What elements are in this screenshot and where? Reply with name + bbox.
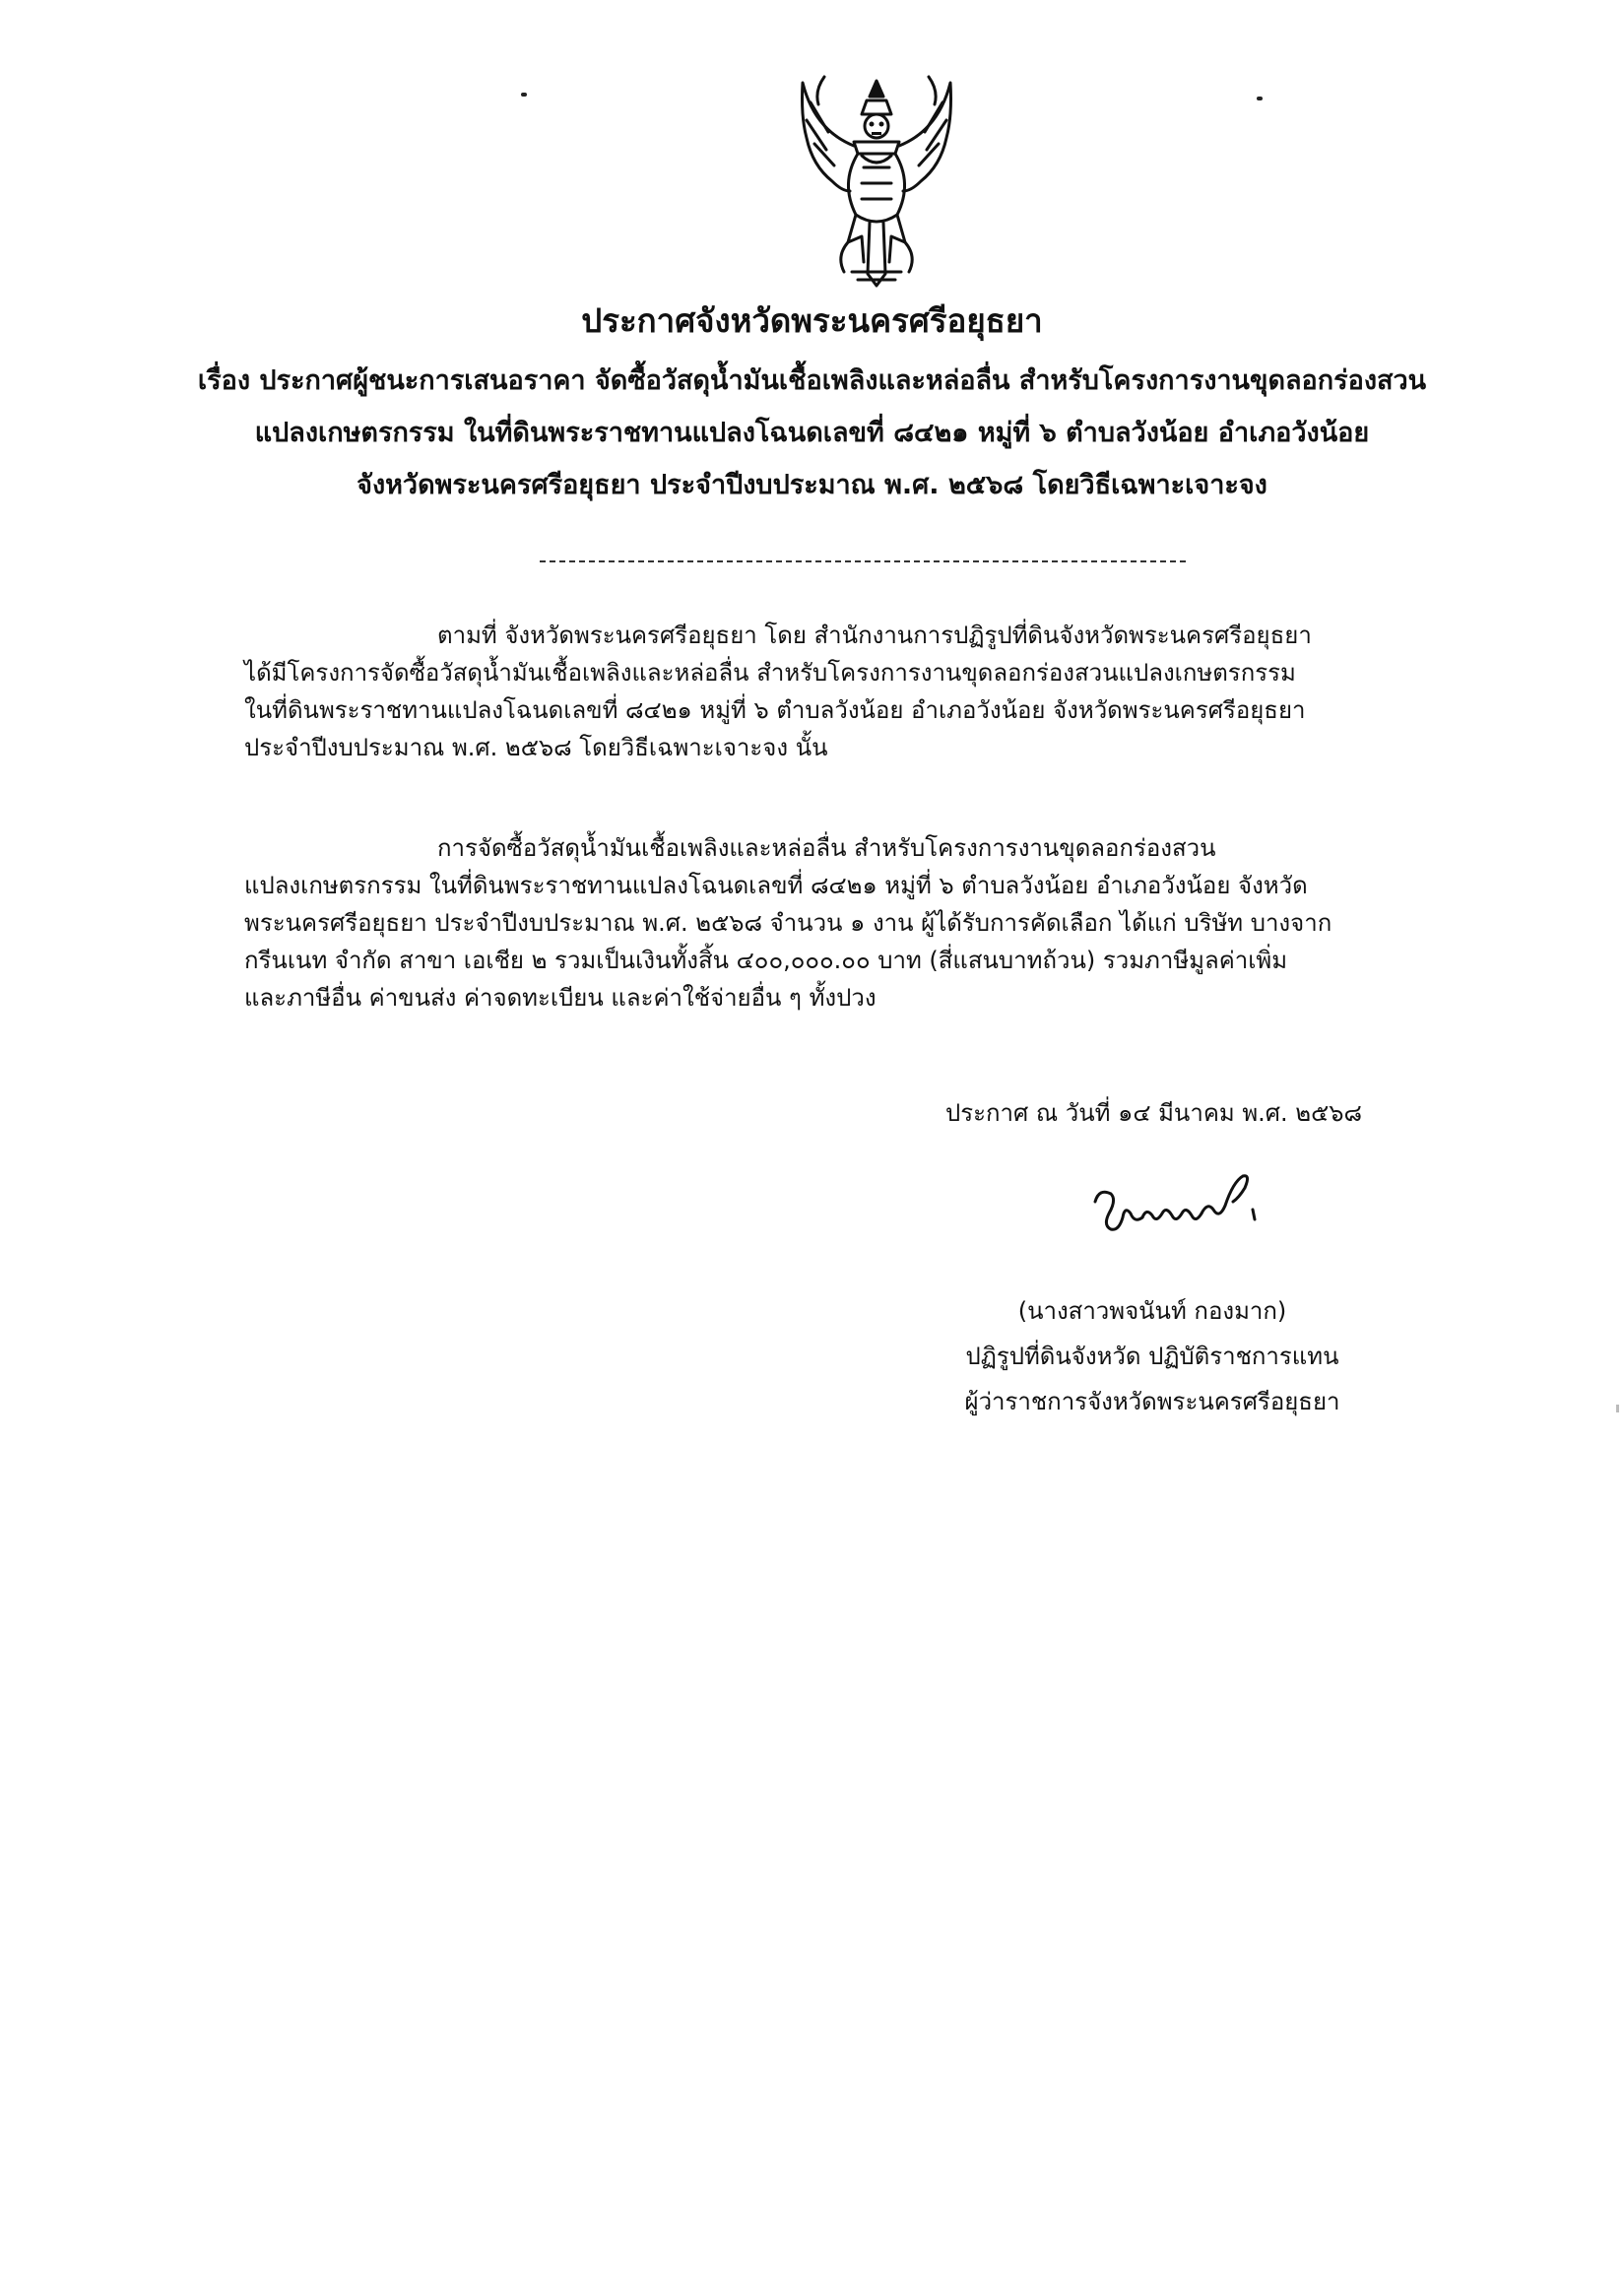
paragraph-line: ตามที่ จังหวัดพระนครศรีอยุธยา โดย สำนักงานการปฏิรูปที่ดินจังหวัดพระนครศรีอยุธยา — [437, 622, 1312, 649]
signer-position: ผู้ว่าราชการจังหวัดพระนครศรีอยุธยา — [964, 1388, 1340, 1415]
signer-position: ปฏิรูปที่ดินจังหวัด ปฏิบัติราชการแทน — [965, 1343, 1339, 1370]
subject-line: จังหวัดพระนครศรีอยุธยา ประจำปีงบประมาณ พ.ศ. ๒๕๖๘ โดยวิธีเฉพาะเจาะจง — [357, 470, 1267, 500]
section-divider — [540, 560, 1186, 562]
signer-name: (นางสาวพจนันท์ กองมาก) — [1017, 1297, 1287, 1325]
subject-block — [197, 355, 1427, 511]
garuda-emblem — [793, 75, 960, 292]
subject-line: แปลงเกษตรกรรม ในที่ดินพระราชทานแปลงโฉนดเลขที่ ๘๔๒๑ หมู่ที่ ๖ ตำบลวังน้อย อำเภอวังน้อย — [254, 418, 1370, 448]
signer-block — [867, 1288, 1438, 1424]
paragraph-line: แปลงเกษตรกรรม ในที่ดินพระราชทานแปลงโฉนดเลขที่ ๘๔๒๑ หมู่ที่ ๖ ตำบลวังน้อย อำเภอวังน้อย จังหวัด — [244, 872, 1308, 899]
paragraph-line: ในที่ดินพระราชทานแปลงโฉนดเลขที่ ๘๔๒๑ หมู่ที่ ๖ ตำบลวังน้อย อำเภอวังน้อย จังหวัดพระนครศรีอยุธยา — [244, 696, 1306, 724]
scan-edge-mark — [1616, 1405, 1619, 1412]
handwritten-signature — [1089, 1162, 1267, 1247]
paragraph-line: ประจำปีงบประมาณ พ.ศ. ๒๕๖๘ โดยวิธีเฉพาะเจาะจง นั้น — [244, 734, 828, 761]
paragraph-intro — [244, 617, 1480, 766]
announcement-title: ประกาศจังหวัดพระนครศรีอยุธยา — [581, 301, 1043, 340]
announcement-date: ประกาศ ณ วันที่ ๑๔ มีนาคม พ.ศ. ๒๕๖๘ — [944, 1099, 1362, 1127]
paragraph-line: การจัดซื้อวัสดุน้ำมันเชื้อเพลิงและหล่อลื่น สำหรับโครงการงานขุดลอกร่องสวน — [437, 834, 1216, 862]
paragraph-line: กรีนเนท จำกัด สาขา เอเชีย ๒ รวมเป็นเงินทั้งสิ้น ๔๐๐,๐๐๐.๐๐ บาท (สี่แสนบาทถ้วน) รวมภาษีมูลค่าเพิ่ม — [244, 947, 1288, 974]
scan-speck-right — [1257, 97, 1263, 100]
paragraph-line: พระนครศรีอยุธยา ประจำปีงบประมาณ พ.ศ. ๒๕๖๘ จำนวน ๑ งาน ผู้ได้รับการคัดเลือก ได้แก่ บริษัท บางจาก — [244, 909, 1332, 937]
paragraph-line: และภาษีอื่น ค่าขนส่ง ค่าจดทะเบียน และค่าใช้จ่ายอื่น ๆ ทั้งปวง — [244, 984, 877, 1012]
paragraph-line: ได้มีโครงการจัดซื้อวัสดุน้ำมันเชื้อเพลิงและหล่อลื่น สำหรับโครงการงานขุดลอกร่องสวนแปลงเกษตรกรรม — [244, 659, 1296, 687]
subject-line: เรื่อง ประกาศผู้ชนะการเสนอราคา จัดซื้อวัสดุน้ำมันเชื้อเพลิงและหล่อลื่น สำหรับโครงการงานขุดลอกร่องสวน — [197, 365, 1427, 396]
scan-speck-left — [521, 93, 527, 97]
paragraph-award — [244, 829, 1480, 1016]
